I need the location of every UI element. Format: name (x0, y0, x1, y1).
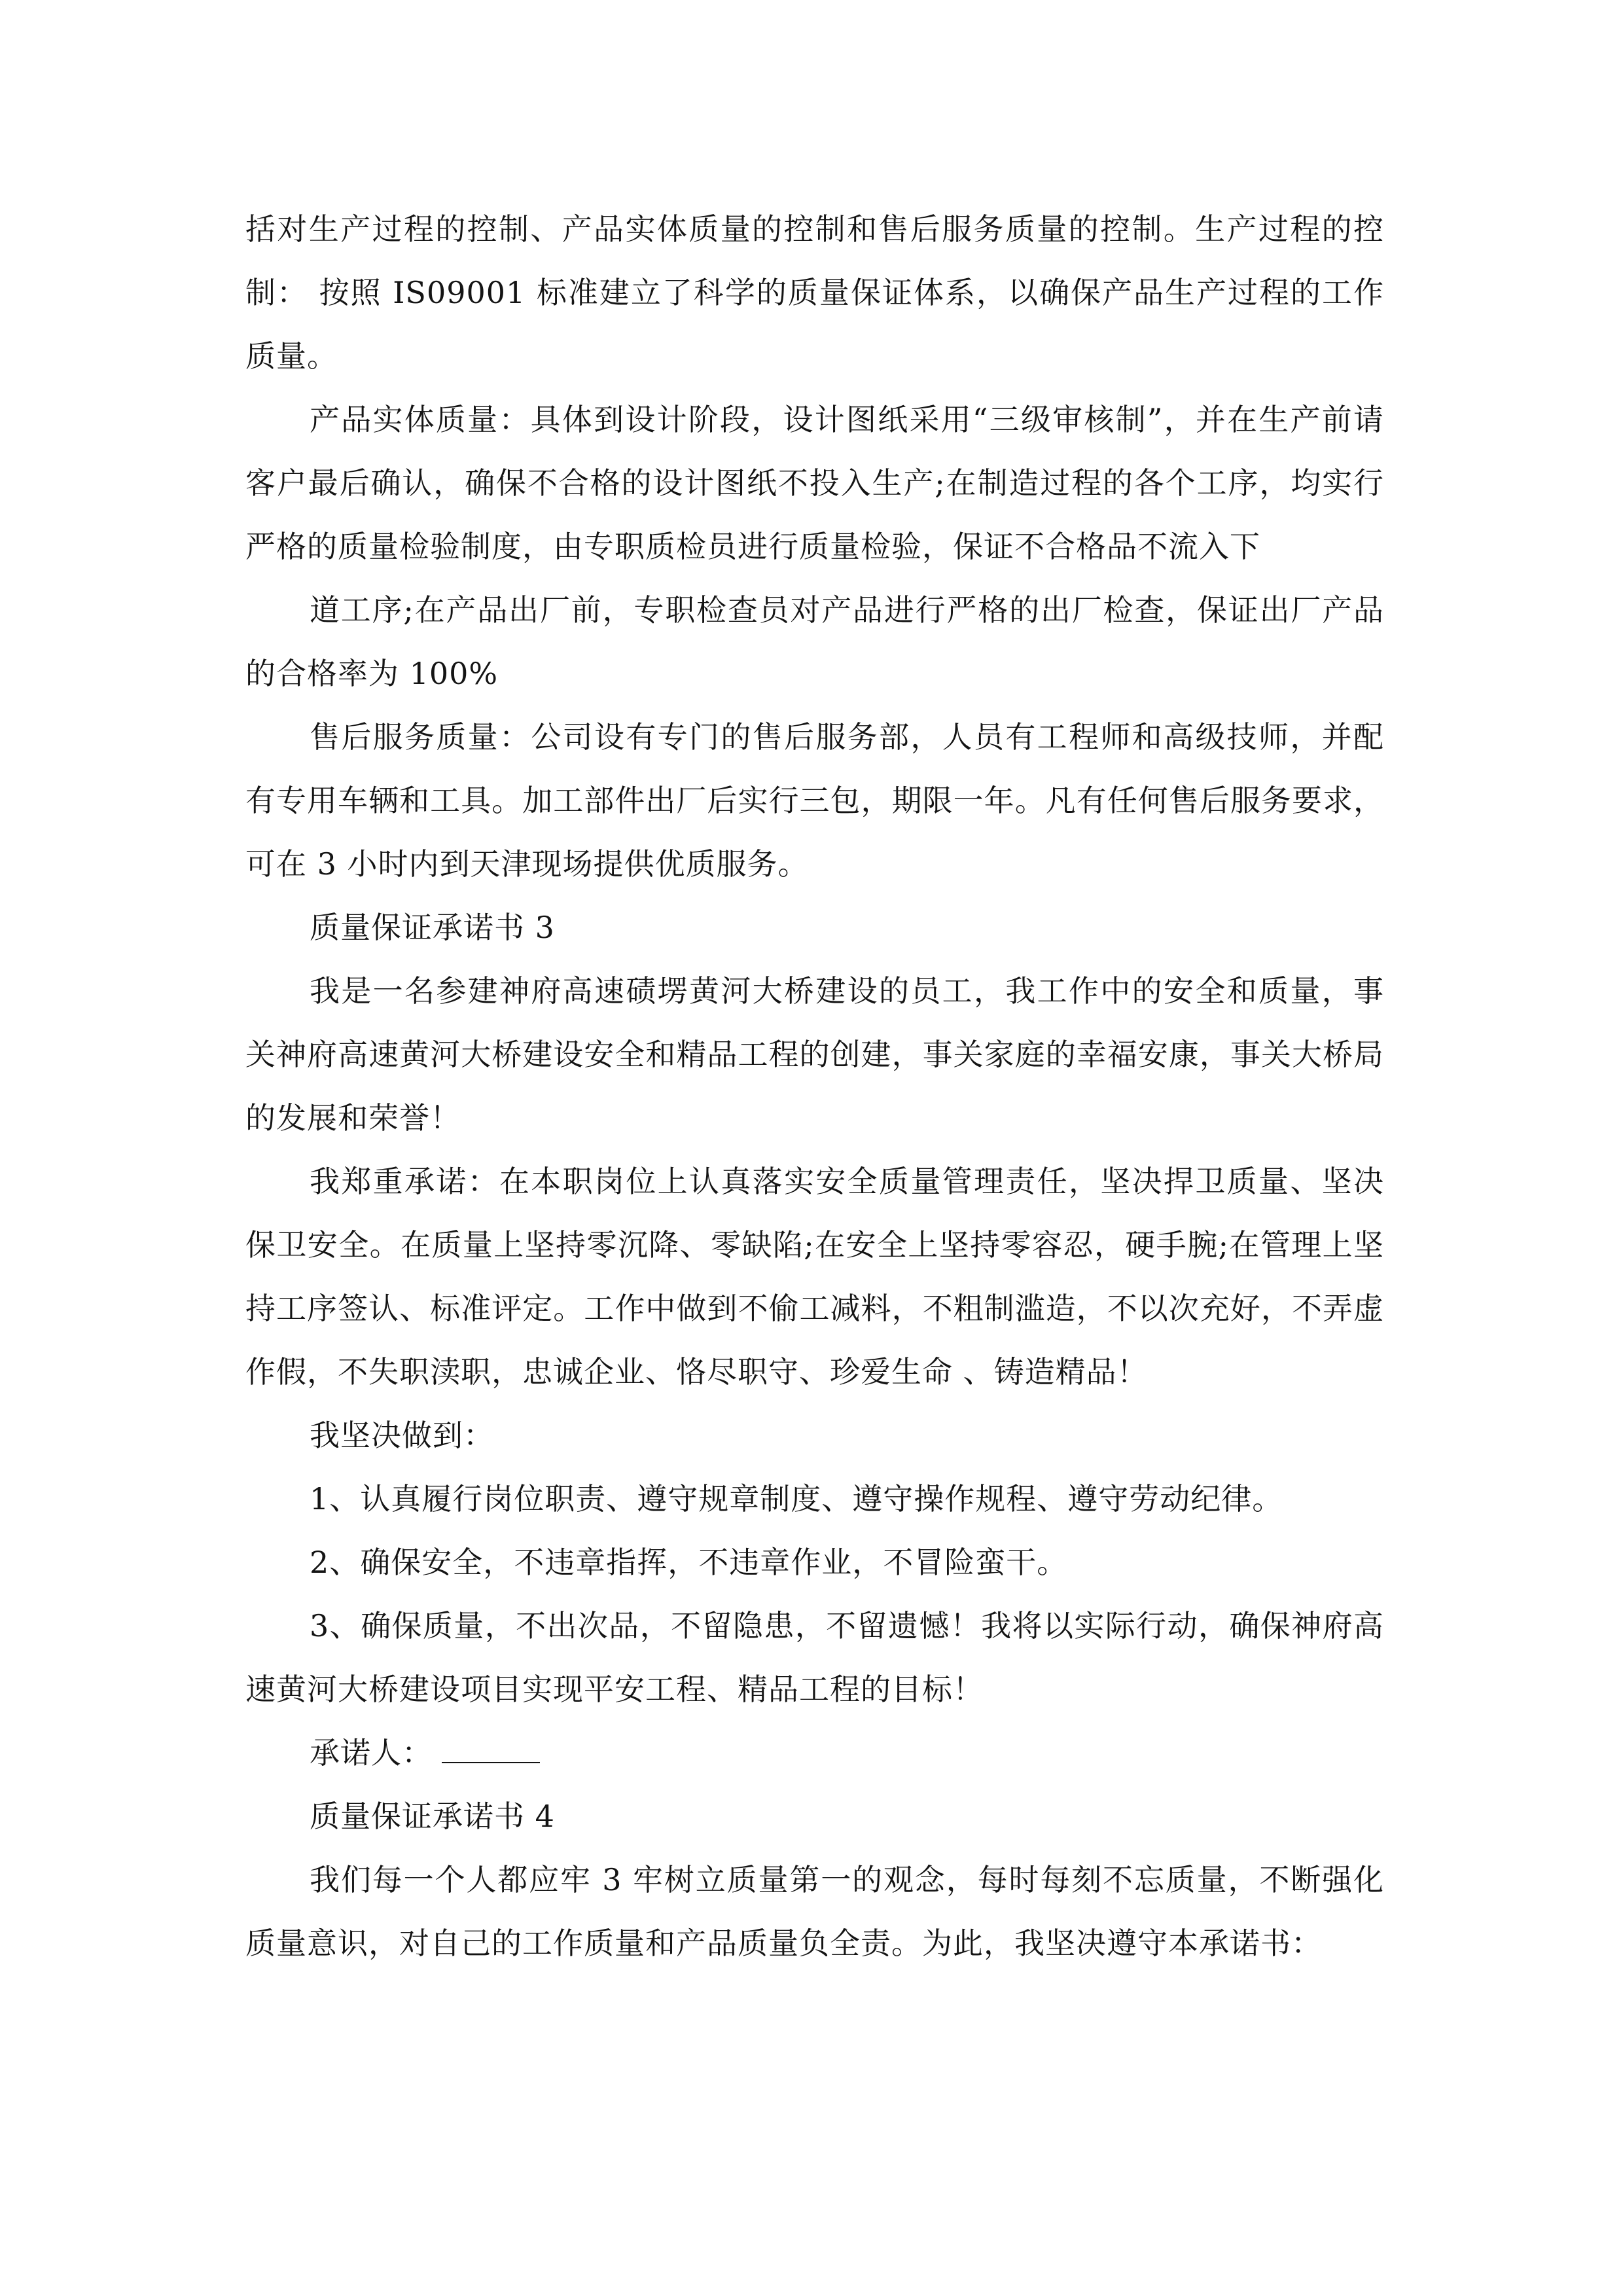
document-body (245, 198, 1384, 1975)
section-title-4: 质量保证承诺书 4 (310, 1799, 555, 1834)
paragraph-production-control: 括对生产过程的控制、产品实体质量的控制和售后服务质量的控制。生产过程的控制： 按照 IS09001 标准建立了科学的质量保证体系，以确保产品生产过程的工作质量。 (245, 211, 1384, 374)
list-item-1: 1、认真履行岗位职责、遵守规章制度、遵守操作规程、遵守劳动纪律。 (310, 1481, 1283, 1516)
list-item-2: 2、确保安全，不违章指挥，不违章作业，不冒险蛮干。 (310, 1545, 1068, 1580)
paragraph-solemn-promise: 我郑重承诺：在本职岗位上认真落实安全质量管理责任，坚决捍卫质量、坚决保卫安全。在质量上坚持零沉降、零缺陷;在安全上坚持零容忍，硬手腕;在管理上坚持工序签认、标准评定。工作中做到不偷工减料，不粗制滥造，不以次充好，不弄虚作假，不失职渎职，忠诚企业、恪尽职守、珍爱生命 、铸造精品！ (245, 1164, 1384, 1390)
list-item-3: 3、确保质量，不出次品，不留隐患，不留遗憾！我将以实际行动，确保神府高速黄河大桥建设项目实现平安工程、精品工程的目标！ (245, 1608, 1384, 1707)
paragraph-employee-intro: 我是一名参建神府高速碛塄黄河大桥建设的员工，我工作中的安全和质量，事关神府高速黄河大桥建设安全和精品工程的创建，事关家庭的幸福安康，事关大桥局的发展和荣誉！ (245, 973, 1384, 1136)
signature-label: 承诺人： (310, 1735, 433, 1770)
paragraph-factory-inspection: 道工序;在产品出厂前，专职检查员对产品进行严格的出厂检查，保证出厂产品的合格率为 100% (245, 592, 1384, 691)
paragraph-commitment-intro: 我坚决做到： (310, 1418, 494, 1453)
section-title-3: 质量保证承诺书 3 (310, 910, 555, 945)
paragraph-product-quality: 产品实体质量：具体到设计阶段，设计图纸采用“三级审核制”，并在生产前请客户最后确认，确保不合格的设计图纸不投入生产;在制造过程的各个工序，均实行严格的质量检验制度，由专职质检员进行质量检验，保证不合格品不流入下 (245, 402, 1384, 564)
signature-line (245, 1721, 1384, 1785)
paragraph-after-sales: 售后服务质量：公司设有专门的售后服务部，人员有工程师和高级技师，并配有专用车辆和工具。加工部件出厂后实行三包，期限一年。凡有任何售后服务要求，可在 3 小时内到天津现场提供优质服务。 (245, 719, 1384, 882)
signature-blank (442, 1729, 540, 1763)
paragraph-quality-awareness: 我们每一个人都应牢 3 牢树立质量第一的观念，每时每刻不忘质量，不断强化质量意识，对自己的工作质量和产品质量负全责。为此，我坚决遵守本承诺书： (245, 1862, 1384, 1961)
